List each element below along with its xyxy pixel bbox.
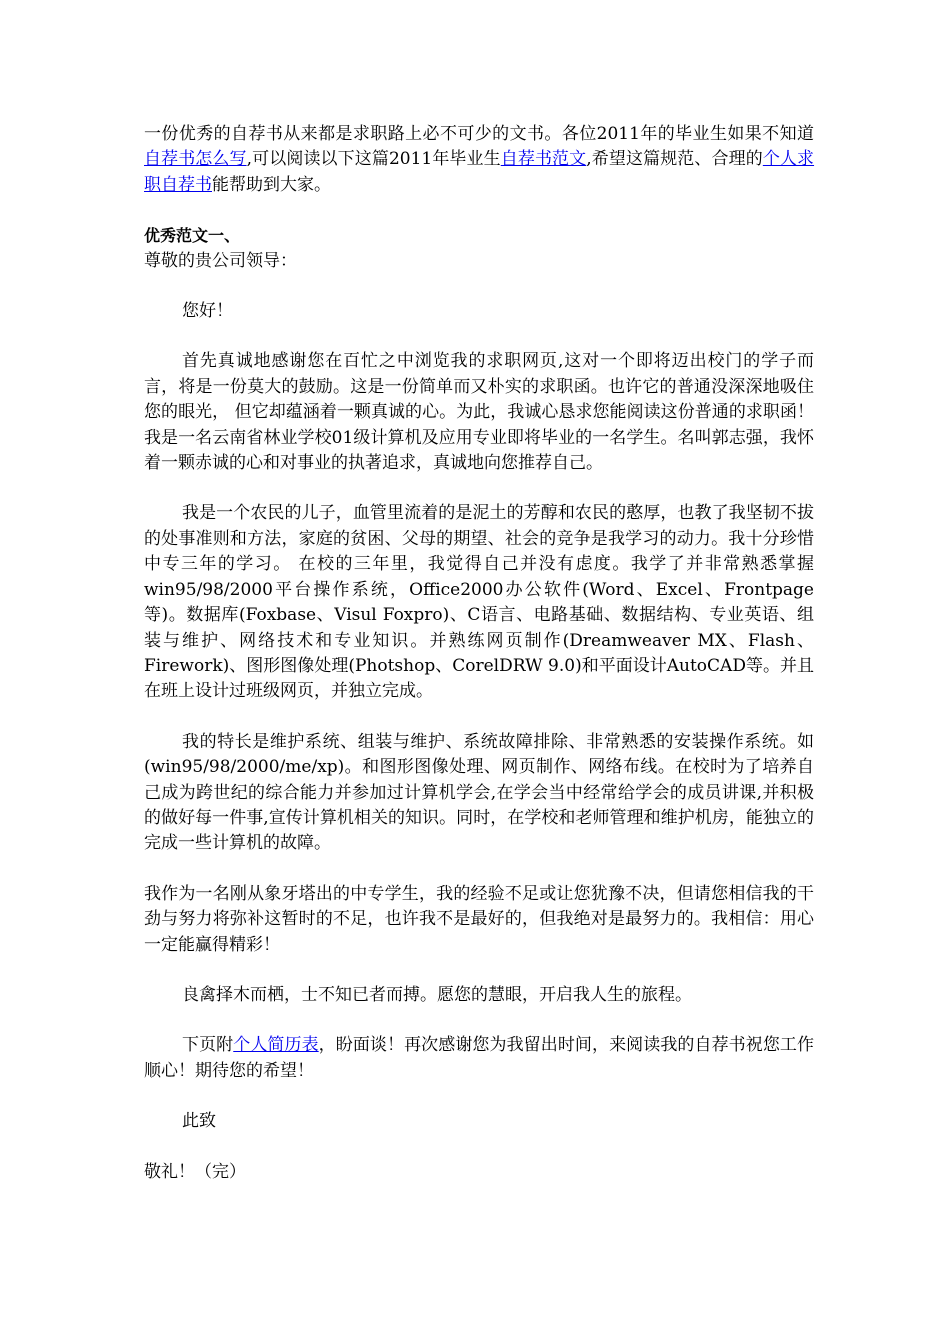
body-paragraph-1: 首先真诚地感谢您在百忙之中浏览我的求职网页,这对一个即将迈出校门的学子而言，将是一份莫大的鼓励。这是一份简单而又朴实的求职函。也许它的普通没深深地吸住您的眼光， 但它却蕴涵着一颗真诚的心。为此，我诚心恳求您能阅读这份普通的求职函！ 我是一名云南省林业学校01级计算机及应用专业即将毕业的一名学生。名叫郭志强，我怀着一颗赤诚的心和对事业的执著追求，真诚地向您推荐自己。 <box>144 351 814 474</box>
closing-text-1: 下页附 <box>182 1035 234 1056</box>
spacer <box>144 857 814 882</box>
spacer <box>144 476 814 501</box>
body-paragraph-3: 我的特长是维护系统、组装与维护、系统故障排除、非常熟悉的安装操作系统。如(win95/98/2000/me/xp)。和图形图像处理、网页制作、网络布线。在校时为了培养自己成为跨世纪的综合能力并参加过计算机学会,在学会当中经常给学会的成员讲课,并积极的做好每一件事,宣传计算机相关的知识。同时，在学校和老师管理和维护机房，能独立的完成一些计算机的故障。 <box>144 731 814 854</box>
link-resume-form[interactable]: 个人简历表 <box>233 1035 319 1056</box>
spacer <box>144 1008 814 1033</box>
closing-paragraph <box>144 1033 814 1084</box>
link-personal-job-application[interactable]: 个人求职自荐书 <box>144 149 815 195</box>
link-how-to-write-self-recommendation[interactable]: 自荐书怎么写 <box>144 149 247 170</box>
closing-text-2: ，盼面谈！再次感谢您为我留出时间，来阅读我的自荐书祝您工作顺心！期待您的希望！ <box>144 1035 815 1081</box>
intro-text-3: ,希望这篇规范、合理的 <box>586 149 763 170</box>
link-self-recommendation-sample[interactable]: 自荐书范文 <box>500 149 587 170</box>
spacer <box>144 705 814 730</box>
regards: 敬礼！（完） <box>144 1161 246 1182</box>
section-heading: 优秀范文一、 <box>144 226 241 246</box>
spacer <box>144 324 814 349</box>
salutation: 尊敬的贵公司领导： <box>144 250 297 271</box>
intro-paragraph <box>144 122 814 198</box>
intro-text-1: 一份优秀的自荐书从来都是求职路上必不可少的文书。各位2011年的毕业生如果不知道 <box>144 124 814 144</box>
motto-paragraph: 良禽择木而栖，士不知已者而搏。愿您的慧眼，开启我人生的旅程。 <box>182 984 692 1005</box>
spacer <box>144 274 814 299</box>
spacer <box>144 1084 814 1109</box>
intro-text-4: 能帮助到大家。 <box>212 174 331 195</box>
body-paragraph-2: 我是一个农民的儿子，血管里流着的是泥土的芳醇和农民的憨厚，也教了我坚韧不拔的处事准则和方法，家庭的贫困、父母的期望、社会的竞争是我学习的动力。我十分珍惜中专三年的学习。 在校的三年里，我觉得自己并没有虑度。我学了并非常熟悉掌握win95/98/2000平台操作系统，Office2000办公软件(Word、Excel、Frontpage等)。数据库(Foxbase、Visul Foxpro)、C语言、电路基础、数据结构、专业英语、组装与维护、网络技术和专业知识。并熟练网页制作(Dreamweaver MX、Flash、Firework)、图形图像处理(Photshop、CorelDRW 9.0)和平面设计AutoCAD等。并且在班上设计过班级网页，并独立完成。 <box>144 503 814 702</box>
sign-off: 此致 <box>182 1111 216 1132</box>
document-body <box>144 122 814 1185</box>
spacer <box>144 198 814 223</box>
body-paragraph-4: 我作为一名刚从象牙塔出的中专学生，我的经验不足或让您犹豫不决，但请您相信我的干劲与努力将弥补这暂时的不足，也许我不是最好的，但我绝对是最努力的。我相信：用心一定能赢得精彩！ <box>144 883 814 955</box>
intro-text-2: ,可以阅读以下这篇2011年毕业生 <box>246 149 501 170</box>
greeting: 您好！ <box>182 301 233 322</box>
spacer <box>144 958 814 983</box>
spacer <box>144 1135 814 1160</box>
